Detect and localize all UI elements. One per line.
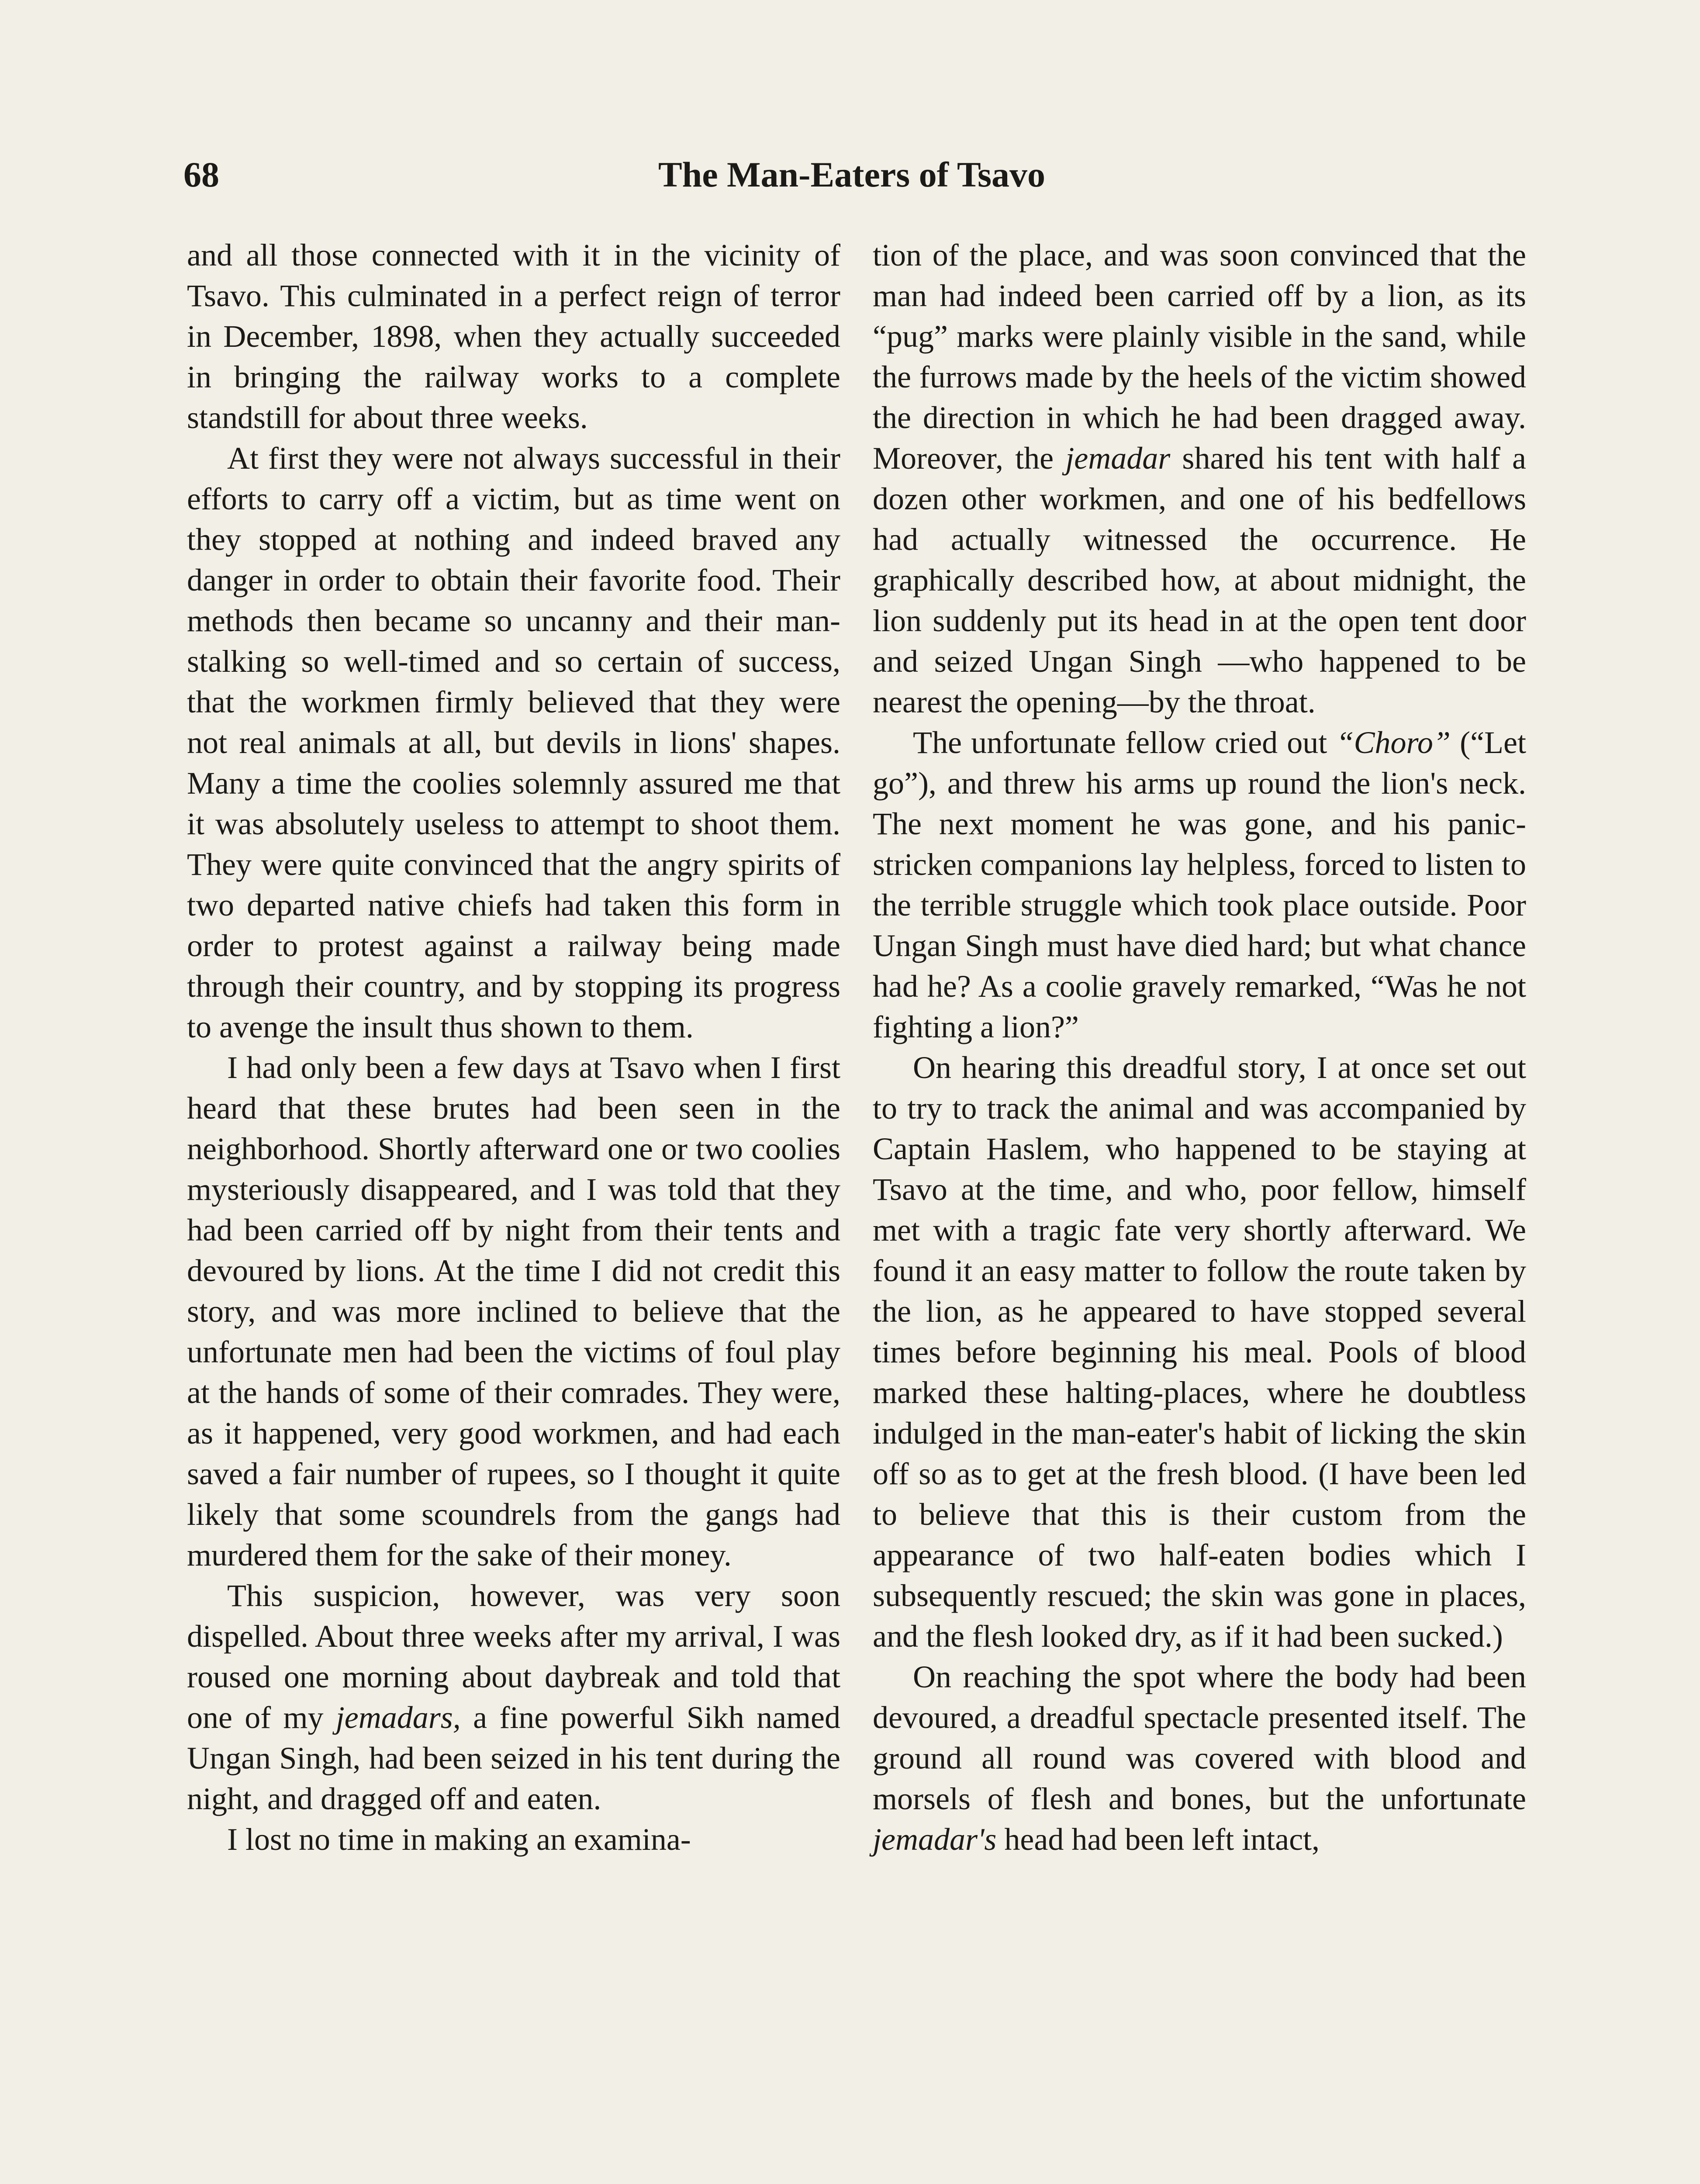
page-number: 68 [183,155,219,194]
paragraph-text: On reaching the spot where the body had been devoured, a dreadful spectacle presented itself. The ground all round was covered with blood and morsels of flesh and bones, but the unfortunate [873,1659,1526,1816]
paragraph-text: (“Let go”), and threw his arms up round the lion's neck. The next moment he was gone, and his panic-stricken companions lay helpless, forced to listen to the terrible struggle which took place outside. Poor Ungan Singh must have died hard; but what chance had he? As a coolie gravely remarked, “Was he not fighting a lion?” [873,725,1526,1044]
paragraph-text: shared his tent with half a dozen other workmen, and one of his bedfellows had actually witnessed the occurrence. He graphically described how, at about midnight, the lion suddenly put its head in at the open tent door and seized Ungan Singh —who happened to be nearest the opening—by the throat. [873,441,1526,719]
running-title: The Man-Eaters of Tsavo [658,155,1046,194]
paragraph-text: The unfortunate fellow cried out [913,725,1337,760]
paragraph: I had only been a few days at Tsavo when I first heard that these brutes had been seen in the neighborhood. Shortly afterward one or two coolies mysteriously disappeared, and I was told that they had been carried off by night from their tents and devoured by lions. At the time I did not credit this story, and was more inclined to believe that the unfortunate men had been the victims of foul play at the hands of some of their comrades. They were, as it happened, very good workmen, and had each saved a fair number of rupees, so I thought it quite likely that some scoundrels from the gangs had murdered them for the sake of their money. [187,1050,840,1572]
paragraph [873,235,1526,722]
paragraph [187,1576,840,1819]
paragraph [873,722,1526,1047]
italic-term: jemadars, [335,1700,461,1735]
paragraph: At first they were not always successful in their efforts to carry off a victim, but as time went on they stopped at nothing and indeed braved any danger in order to obtain their favorite food. Their methods then became so uncanny and their man-stalking so well-timed and so certain of success, that the workmen firmly believed that they were not real animals at all, but devils in lions' shapes. Many a time the coolies solemnly assured me that it was absolutely useless to attempt to shoot them. They were quite convinced that the angry spirits of two departed native chiefs had taken this form in order to protest against a railway being made through their country, and by stopping its progress to avenge the insult thus shown to them. [187,441,840,1044]
paragraph-text: a fine powerful Sikh named Ungan Singh, had been seized in his tent during the night, and dragged off and eaten. [187,1700,840,1816]
paragraph-text: This suspicion, however, was very soon dispelled. About three weeks after my arrival, I was roused one morning about daybreak and told that one of my [187,1578,840,1735]
paragraph-text: tion of the place, and was soon convinced that the man had indeed been carried off by a lion, as its “pug” marks were plainly visible in the sand, while the furrows made by the heels of the victim showed the direction in which he had been dragged away. Moreover, the [873,238,1526,476]
page-header [183,144,1520,205]
italic-term: jemadar's [873,1822,997,1857]
paragraph: On hearing this dreadful story, I at once set out to try to track the animal and was accompanied by Captain Haslem, who happened to be staying at Tsavo at the time, and who, poor fellow, himself met with a tragic fate very shortly afterward. We found it an easy matter to follow the route taken by the lion, as he appeared to have stopped several times before beginning his meal. Pools of blood marked these halting-places, where he doubtless indulged in the man-eater's habit of licking the skin off so as to get at the fresh blood. (I have been led to believe that this is their custom from the appearance of two half-eaten bodies which I subsequently rescued; the skin was gone in places, and the flesh looked dry, as if it had been sucked.) [873,1050,1526,1654]
paragraph-text: head had been left intact, [996,1822,1320,1857]
paragraph: I lost no time in making an examina- [227,1822,691,1857]
italic-term: jemadar [1065,441,1171,476]
paragraph [873,1657,1526,1860]
italic-term: “Choro” [1336,725,1451,760]
left-column [187,235,840,1860]
right-column [873,235,1526,1860]
paragraph: and all those connected with it in the vicinity of Tsavo. This culminated in a perfect reign of terror in December, 1898, when they actually succeeded in bringing the railway works to a complete standstill for about three weeks. [187,238,840,435]
